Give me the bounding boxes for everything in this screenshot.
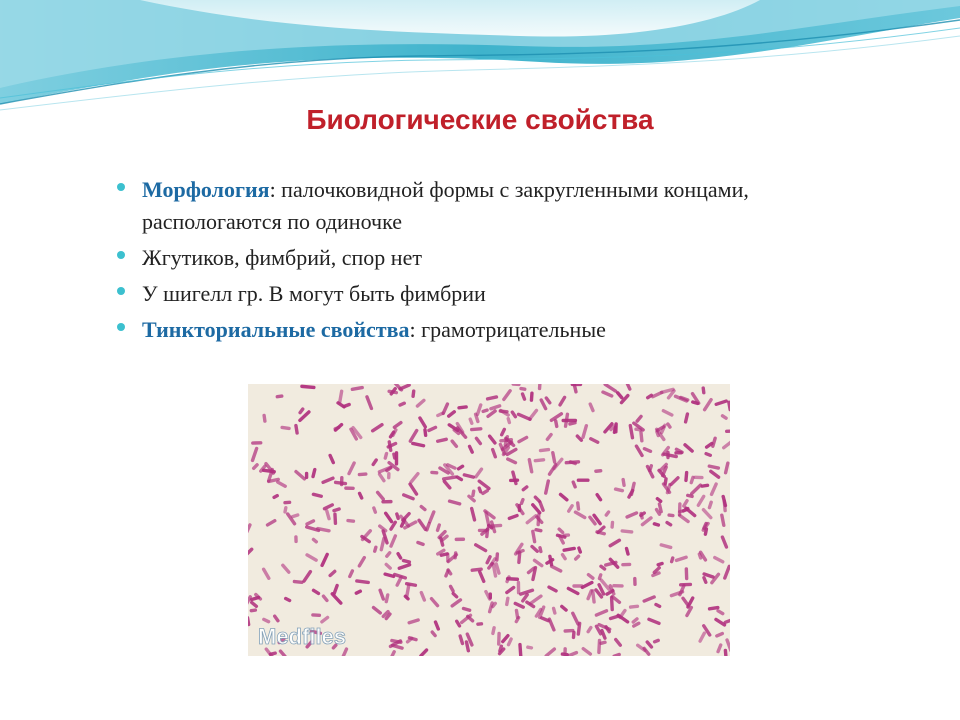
bullet-list xyxy=(112,174,852,350)
bullet-item-staining xyxy=(112,314,852,346)
bullet-dot-icon xyxy=(117,251,125,259)
bullet-dot-icon xyxy=(117,183,125,191)
bullet-item-shigella xyxy=(112,278,852,310)
watermark-logo: Medfiles xyxy=(258,624,347,649)
slide-title: Биологические свойства xyxy=(306,104,654,135)
bullet-item-morphology xyxy=(112,174,852,238)
bullet-text: Жгутиков, фимбрий, спор нет xyxy=(142,245,422,270)
bullet-dot-icon xyxy=(117,323,125,331)
bullet-dot-icon xyxy=(117,287,125,295)
bullet-item-flagella xyxy=(112,242,852,274)
bullet-text: : палочковидной формы с закругленными концами, распологаются по одиночке xyxy=(142,177,749,234)
bullet-text: : грамотрицательные xyxy=(409,317,606,342)
bullet-accent-label: Морфология xyxy=(142,177,270,202)
bullet-accent-label: Тинкториальные свойства xyxy=(142,317,410,342)
microscope-image xyxy=(248,384,730,656)
bullet-text: У шигелл гр. В могут быть фимбрии xyxy=(142,281,486,306)
